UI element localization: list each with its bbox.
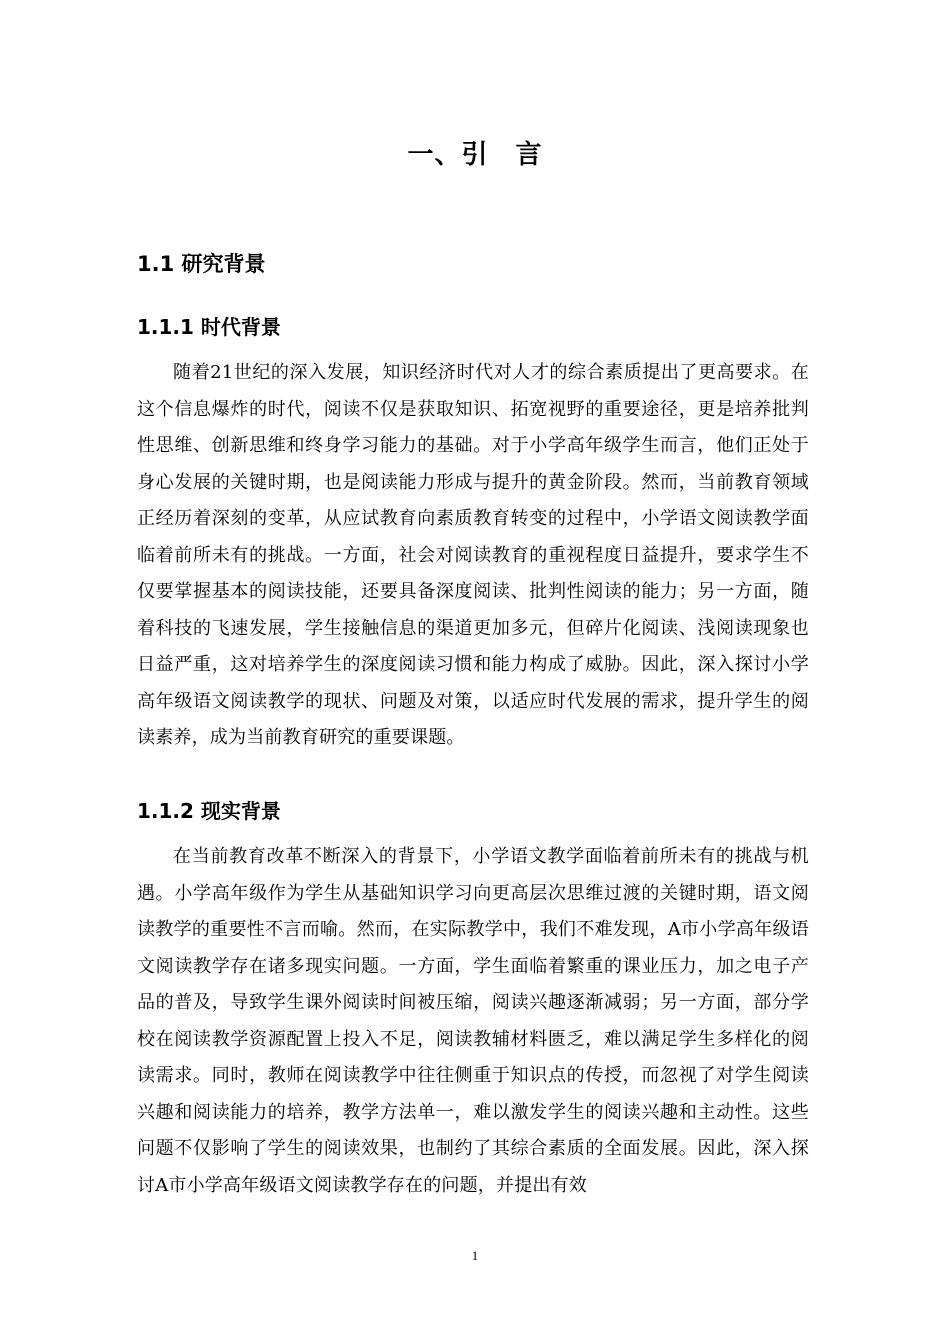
subsection-heading-reality-background: 1.1.2 现实背景 — [137, 799, 281, 823]
chapter-title: 一、引 言 — [407, 140, 543, 170]
page-number: 1 — [471, 1248, 479, 1263]
paragraph-reality-background: 在当前教育改革不断深入的背景下，小学语文教学面临着前所未有的挑战与机遇。小学高年级作为学生从基础知识学习向更高层次思维过渡的关键时期，语文阅读教学的重要性不言而喻。然而，在实际教学中，我们不难发现，A市小学高年级语文阅读教学存在诸多现实问题。一方面，学生面临着繁重的课业压力，加之电子产品的普及，导致学生课外阅读时间被压缩，阅读兴趣逐渐减弱；另一方面，部分学校在阅读教学资源配置上投入不足，阅读教辅材料匮乏，难以满足学生多样化的阅读需求。同时，教师在阅读教学中往往侧重于知识点的传授，而忽视了对学生阅读兴趣和阅读能力的培养，教学方法单一，难以激发学生的阅读兴趣和主动性。这些问题不仅影响了学生的阅读效果，也制约了其综合素质的全面发展。因此，深入探讨A市小学高年级语文阅读教学存在的问题，并提出有效 — [137, 846, 809, 1196]
paragraph-era-background: 随着21世纪的深入发展，知识经济时代对人才的综合素质提出了更高要求。在这个信息爆炸的时代，阅读不仅是获取知识、拓宽视野的重要途径，更是培养批判性思维、创新思维和终身学习能力的基础。对于小学高年级学生而言，他们正处于身心发展的关键时期，也是阅读能力形成与提升的黄金阶段。然而，当前教育领域正经历着深刻的变革，从应试教育向素质教育转变的过程中，小学语文阅读教学面临着前所未有的挑战。一方面，社会对阅读教育的重视程度日益提升，要求学生不仅要掌握基本的阅读技能，还要具备深度阅读、批判性阅读的能力；另一方面，随着科技的飞速发展，学生接触信息的渠道更加多元，但碎片化阅读、浅阅读现象也日益严重，这对培养学生的深度阅读习惯和能力构成了威胁。因此，深入探讨小学高年级语文阅读教学的现状、问题及对策，以适应时代发展的需求，提升学生的阅读素养，成为当前教育研究的重要课题。 — [137, 362, 809, 748]
subsection-heading-era-background: 1.1.1 时代背景 — [137, 315, 281, 339]
section-heading: 1.1 研究背景 — [137, 252, 266, 276]
